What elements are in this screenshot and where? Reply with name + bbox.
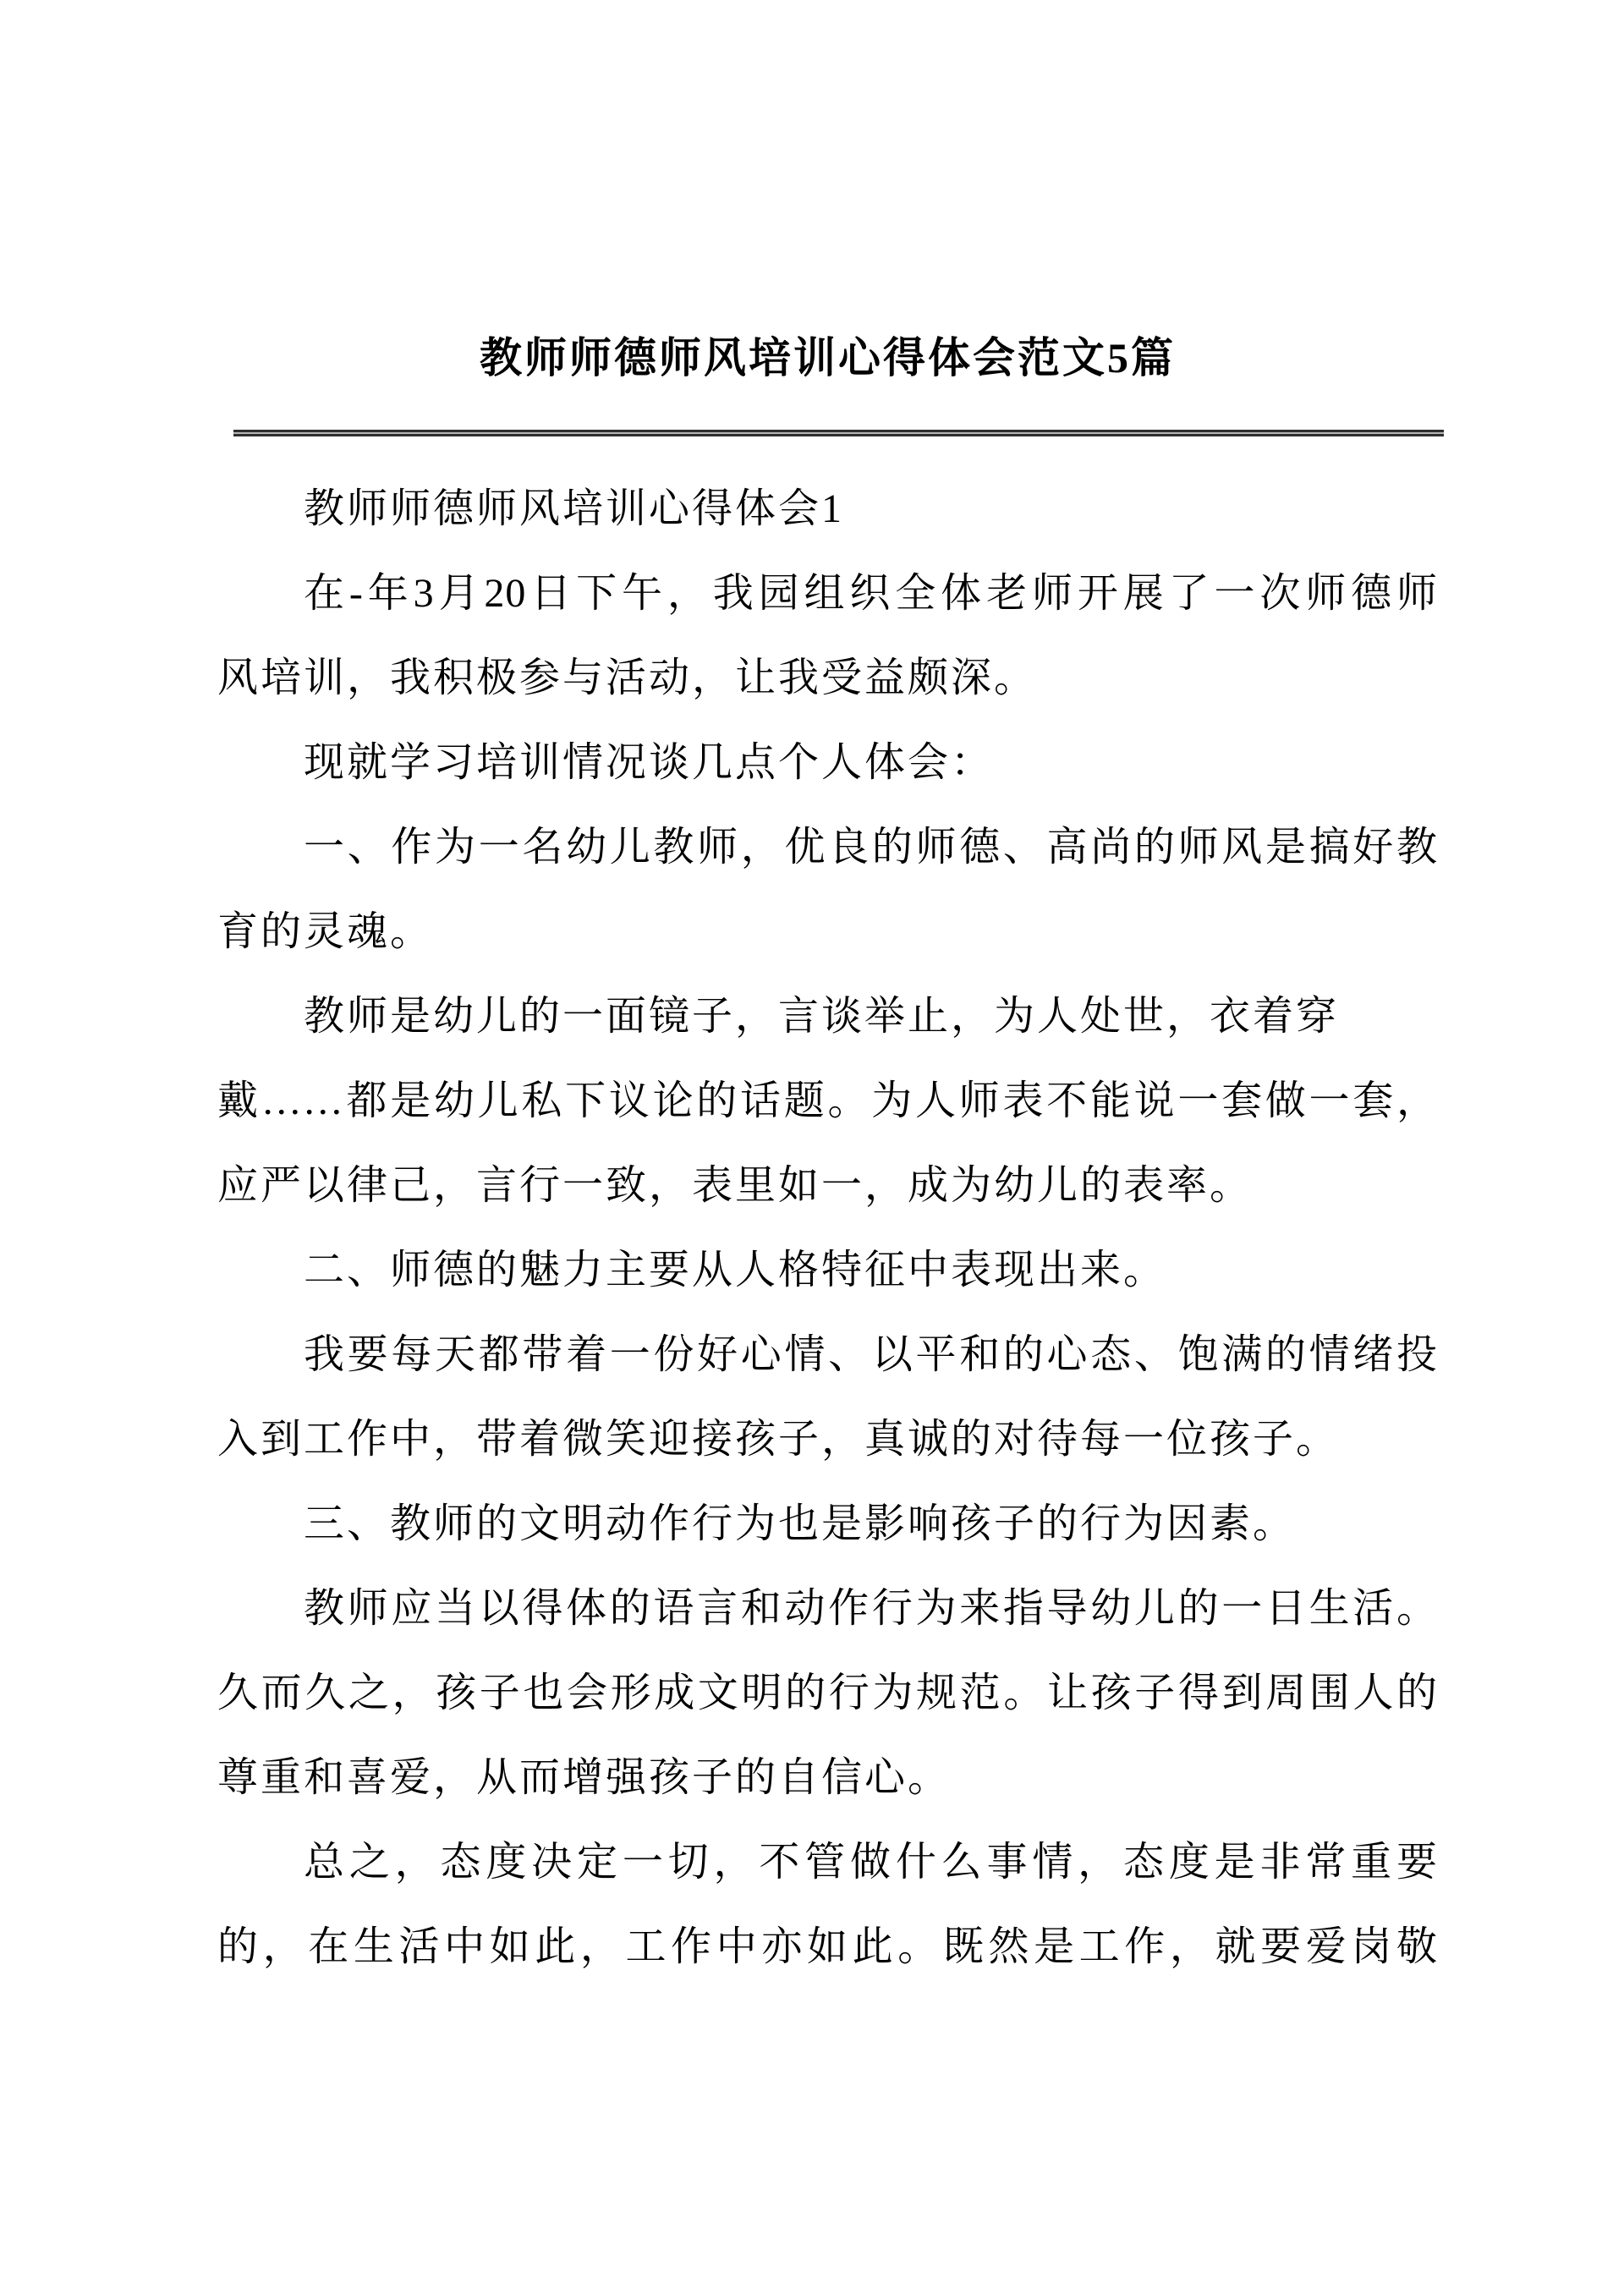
- text-line: 一、作为一名幼儿教师，优良的师德、高尚的师风是搞好教: [304, 825, 1438, 870]
- text-line: 在-年3月20日下午，我园组织全体老师开展了一次师德师: [304, 571, 1438, 616]
- document-body: [217, 467, 1438, 1989]
- text-line: 风培训，我积极参与活动，让我受益颇深。: [217, 656, 1038, 700]
- text-line: 三、教师的文明动作行为也是影响孩子的行为因素。: [304, 1501, 1297, 1546]
- text-line: 育的灵魂。: [217, 909, 434, 954]
- text-line: 入到工作中，带着微笑迎接孩子，真诚的对待每一位孩子。: [217, 1417, 1340, 1462]
- text-line: 戴……都是幼儿私下议论的话题。为人师表不能说一套做一套，: [217, 1078, 1438, 1123]
- text-line: 教师应当以得体的语言和动作行为来指导幼儿的一日生活。: [304, 1586, 1438, 1631]
- text-line: 应严以律己，言行一致，表里如一，成为幼儿的表率。: [217, 1163, 1254, 1208]
- text-line: 我要每天都带着一份好心情、以平和的心态、饱满的情绪投: [304, 1332, 1438, 1377]
- text-line: 现就学习培训情况谈几点个人体会：: [304, 740, 995, 785]
- title-divider-rule: [233, 430, 1444, 436]
- text-line: 总之，态度决定一切，不管做什么事情，态度是非常重要: [304, 1840, 1438, 1885]
- text-line: 教师是幼儿的一面镜子，言谈举止，为人处世，衣着穿: [304, 994, 1340, 1039]
- text-line: 的，在生活中如此，工作中亦如此。既然是工作，就要爱岗敬: [217, 1924, 1438, 1969]
- text-line: 教师师德师风培训心得体会1: [304, 486, 845, 531]
- document-title: 教师师德师风培训心得体会范文5篇: [480, 334, 1176, 381]
- text-line: 尊重和喜爱，从而增强孩子的自信心。: [217, 1755, 952, 1800]
- text-line: 久而久之，孩子也会形成文明的行为规范。让孩子得到周围人的: [217, 1671, 1438, 1715]
- text-line: 二、师德的魅力主要从人格特征中表现出来。: [304, 1248, 1167, 1292]
